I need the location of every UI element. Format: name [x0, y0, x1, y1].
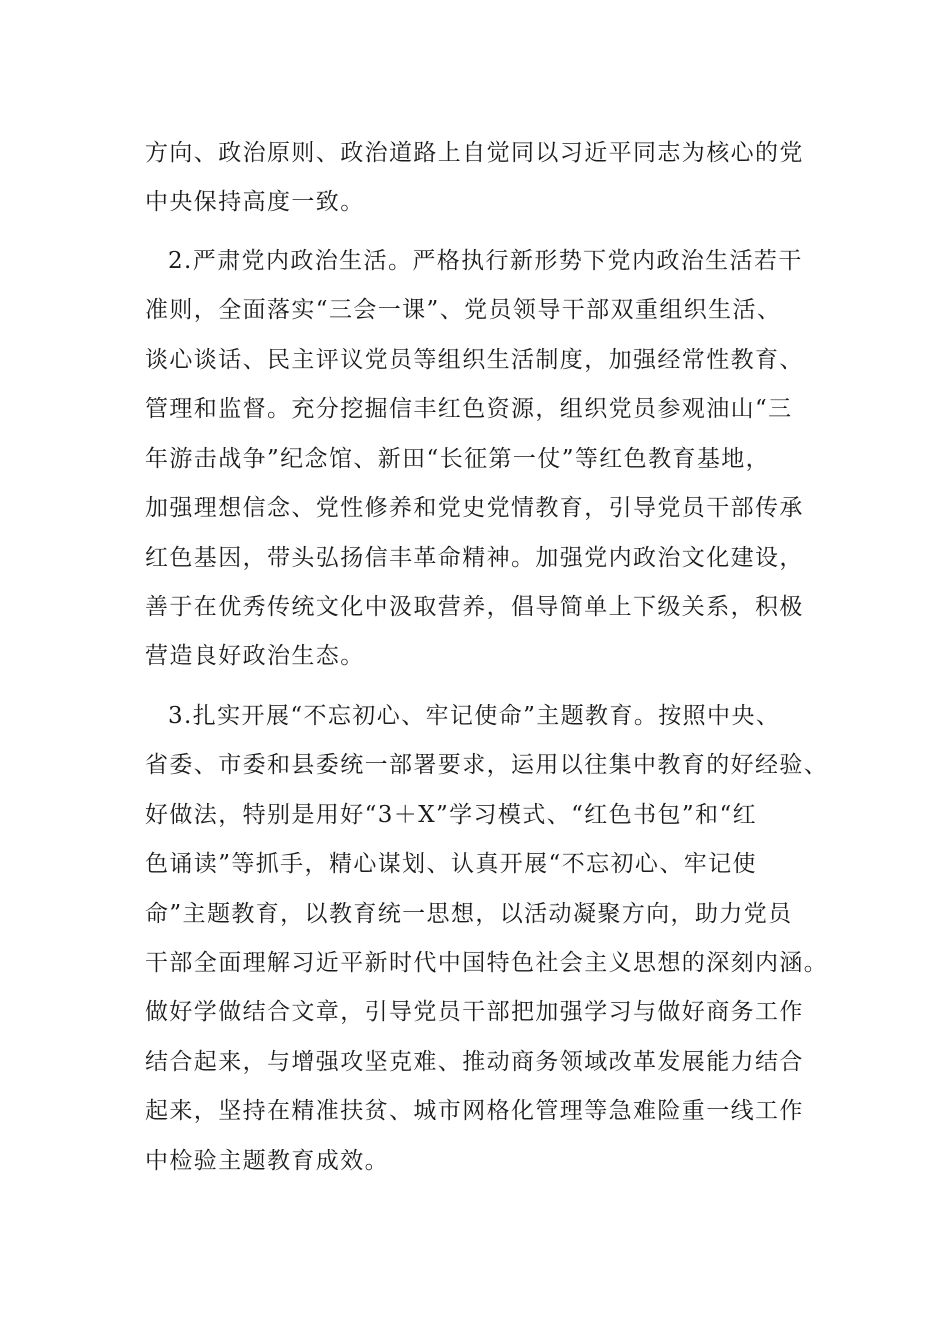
text-line: 谈心谈话、民主评议党员等组织生活制度，加强经常性教育、: [145, 347, 804, 373]
text-line: 命”主题教育，以教育统一思想，以活动凝聚方向，助力党员: [145, 901, 793, 927]
text-line: 结合起来，与增强攻坚克难、推动商务领域改革发展能力结合: [145, 1049, 804, 1075]
text-line: 好做法，特别是用好“3＋X”学习模式、“红色书包”和“红: [145, 802, 757, 828]
text-line: 色诵读”等抓手，精心谋划、认真开展“不忘初心、牢记使: [145, 851, 757, 877]
text-line: 准则，全面落实“三会一课”、党员领导干部双重组织生活、: [145, 297, 782, 323]
text-line: 做好学做结合文章，引导党员干部把加强学习与做好商务工作: [145, 999, 804, 1025]
text-line: 红色基因，带头弘扬信丰革命精神。加强党内政治文化建设，: [145, 545, 804, 571]
text-line: 年游击战争”纪念馆、新田“长征第一仗”等红色教育基地，: [145, 446, 771, 472]
text-line: 中央保持高度一致。: [145, 189, 365, 215]
text-line: 3.扎实开展“不忘初心、牢记使命”主题教育。按照中央、: [168, 703, 781, 729]
text-line: 管理和监督。充分挖掘信丰红色资源，组织党员参观油山“三: [145, 396, 793, 422]
text-line: 方向、政治原则、政治道路上自觉同以习近平同志为核心的党: [145, 140, 804, 166]
text-line: 2.严肃党内政治生活。严格执行新形势下党内政治生活若干: [168, 248, 803, 274]
text-line: 中检验主题教育成效。: [145, 1148, 389, 1174]
text-line: 省委、市委和县委统一部署要求，运用以往集中教育的好经验、: [145, 752, 829, 778]
text-line: 营造良好政治生态。: [145, 643, 365, 669]
text-line: 起来，坚持在精准扶贫、城市网格化管理等急难险重一线工作: [145, 1098, 804, 1124]
text-line: 善于在优秀传统文化中汲取营养，倡导简单上下级关系，积极: [145, 594, 804, 620]
text-line: 干部全面理解习近平新时代中国特色社会主义思想的深刻内涵。: [145, 950, 829, 976]
text-line: 加强理想信念、党性修养和党史党情教育，引导党员干部传承: [145, 495, 804, 521]
